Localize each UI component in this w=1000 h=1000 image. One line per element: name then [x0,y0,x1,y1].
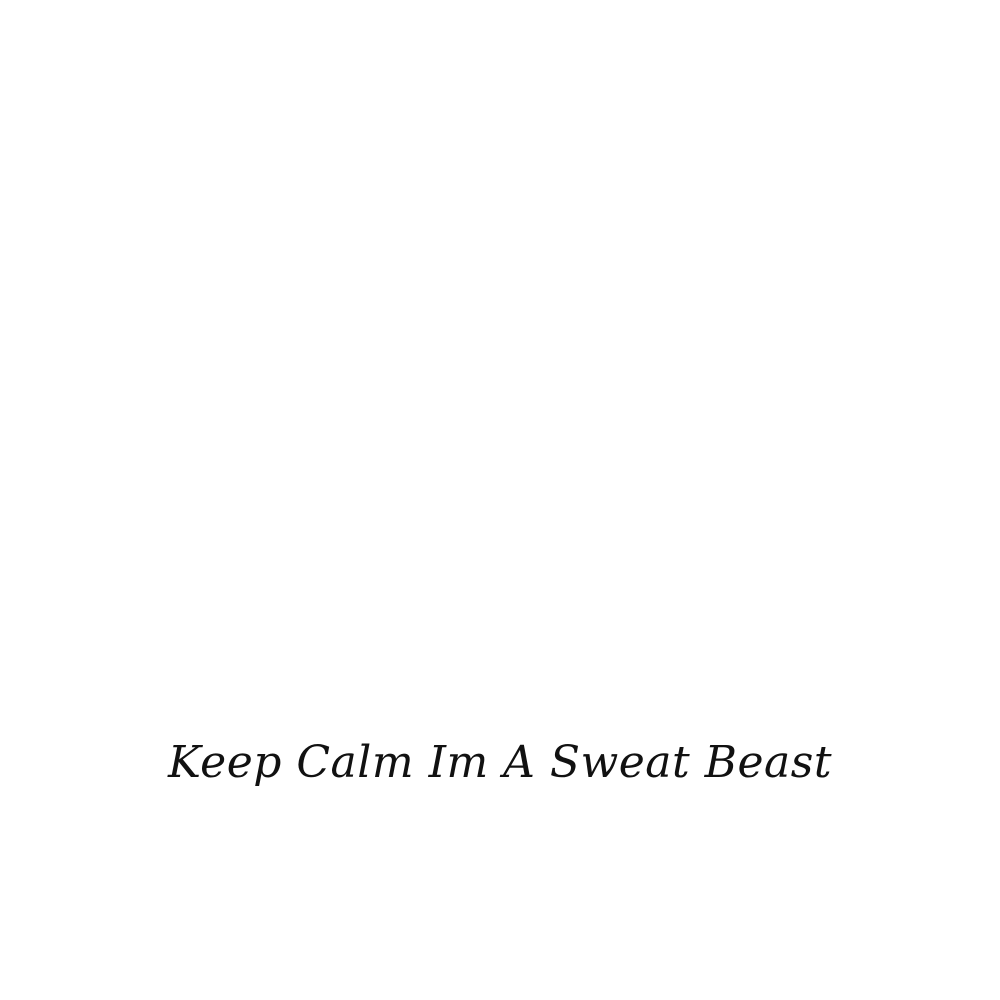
caption-text: Keep Calm Im A Sweat Beast [167,737,833,788]
